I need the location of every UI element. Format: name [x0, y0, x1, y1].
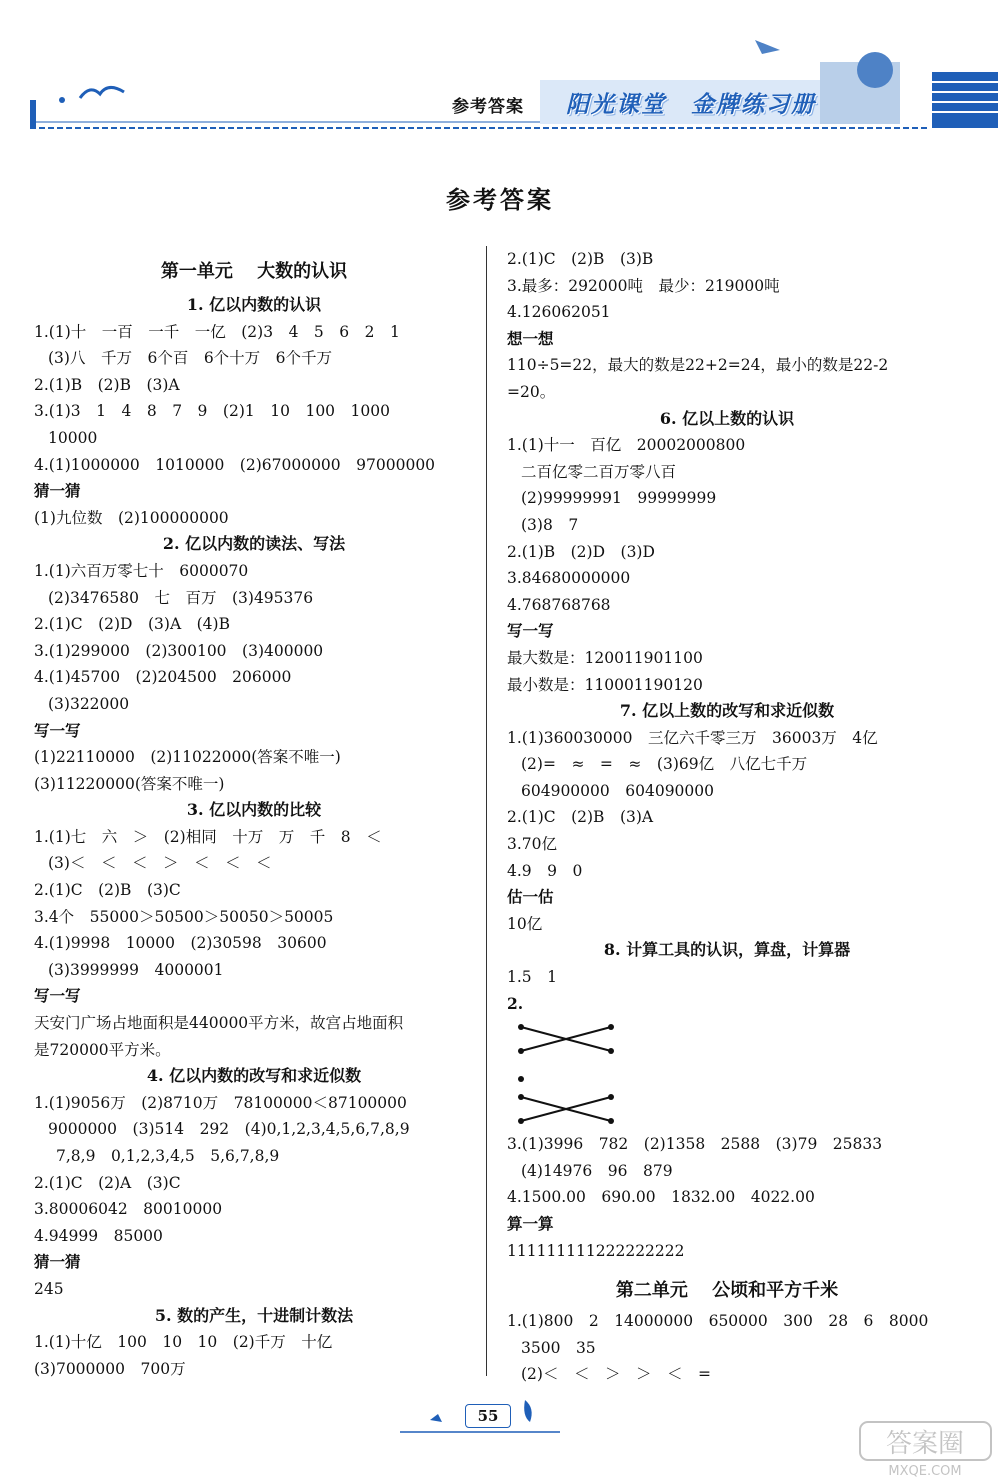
section-heading: 7. 亿以上数的改写和求近似数	[619, 701, 835, 721]
section-heading: 第二单元 公顷和平方千米	[615, 1280, 839, 1302]
answer-line: 10000	[48, 428, 98, 447]
left-column	[34, 246, 474, 1382]
answer-line: 1.(1)七 六 ＞ (2)相同 十万 万 千 8 ＜	[34, 827, 382, 846]
answer-line: 4.1500.00 690.00 1832.00 4022.00	[507, 1188, 815, 1207]
answer-line: 二百亿零二百万零八百	[521, 462, 677, 481]
answer-line: 1.(1)六百万零七十 6000070	[34, 561, 249, 580]
answer-line: 111111111222222222	[507, 1241, 685, 1260]
matching-lines	[507, 1017, 627, 1131]
right-column-top	[507, 246, 947, 1017]
answer-line: 4.94999 85000	[34, 1226, 163, 1245]
header-brand: 阳光课堂 金牌练习册	[566, 91, 816, 118]
answer-line: 1.5 1	[507, 968, 558, 987]
page-number: 55	[465, 1404, 511, 1428]
answer-line: 是720000平方米。	[34, 1040, 171, 1059]
answer-line: 4.(1)9998 10000 (2)30598 30600	[34, 934, 327, 953]
answer-line: 2.(1)B (2)D (3)D	[507, 542, 655, 561]
svg-text:MXQE.COM: MXQE.COM	[888, 1464, 962, 1478]
answer-line: (2)= ≈ = ≈ (3)69亿 八亿七千万	[521, 755, 808, 774]
answer-line: 3.70亿	[507, 835, 558, 854]
answer-line: (2)99999991 99999999	[521, 489, 717, 508]
section-heading: 2. 亿以内数的读法、写法	[162, 534, 346, 554]
answer-line: (2)3476580 七 百万 (3)495376	[48, 588, 314, 607]
section-heading: 8. 计算工具的认识，算盘，计算器	[603, 940, 851, 960]
section-heading: 第一单元 大数的认识	[160, 261, 348, 282]
answer-line: 1.(1)9056万 (2)8710万 78100000＜87100000	[34, 1093, 407, 1112]
section-heading: 4. 亿以内数的改写和求近似数	[146, 1066, 362, 1086]
answer-line: (3)11220000(答案不唯一)	[34, 774, 225, 793]
answer-line: (3)7000000 700万	[34, 1359, 186, 1378]
answer-line: 10亿	[507, 914, 543, 933]
answer-line: 4.126062051	[507, 303, 611, 322]
answer-line: 最大数是：120011901100	[507, 648, 703, 667]
section-heading: 1. 亿以内数的认识	[186, 295, 322, 314]
answer-line: 2.(1)C (2)B (3)B	[507, 250, 654, 268]
subsection-label: 写一写	[34, 986, 81, 1006]
answer-line: 4.(1)45700 (2)204500 206000	[34, 668, 292, 687]
answer-line: 1.(1)十 一百 一千 一亿 (2)3 4 5 6 2 1	[34, 322, 400, 341]
answer-line: 1.(1)360030000 三亿六千零三万 36003万 4亿	[507, 728, 878, 747]
section-heading: 5. 数的产生，十进制计数法	[154, 1305, 354, 1325]
column-divider	[486, 246, 487, 1376]
header-label: 参考答案	[452, 97, 524, 117]
page-header	[0, 0, 1000, 165]
answer-line: 4.(1)1000000 1010000 (2)67000000 97000000	[34, 455, 436, 474]
answer-line: 245	[34, 1279, 64, 1298]
answer-line: (1)22110000 (2)11022000(答案不唯一)	[34, 748, 341, 767]
page-title: 参考答案	[446, 185, 554, 214]
subsection-label: 写一写	[34, 720, 81, 740]
answer-line: 3.(1)3996 782 (2)1358 2588 (3)79 25833	[507, 1135, 883, 1154]
answer-line: 3.(1)3 1 4 8 7 9 (2)1 10 100 1000	[34, 402, 390, 421]
answer-line: 3.80006042 80010000	[34, 1200, 223, 1219]
answer-line: 110÷5=22，最大的数是22+2=24，最小的数是22-2	[507, 356, 889, 375]
answer-line: (4)14976 96 879	[521, 1161, 673, 1180]
header-decoration	[0, 0, 1000, 165]
answer-line: 604900000 604090000	[521, 781, 715, 800]
answer-line: 7,8,9 0,1,2,3,4,5 5,6,7,8,9	[56, 1147, 280, 1165]
answer-line: 3.84680000000	[507, 569, 631, 588]
answer-line: 1.(1)十亿 100 10 10 (2)千万 十亿	[34, 1333, 333, 1352]
answer-line: (3)八 千万 6个百 6个十万 6个千万	[48, 349, 333, 368]
subsection-label: 猜一猜	[34, 1252, 81, 1272]
answer-line: 4.9 9 0	[507, 861, 583, 880]
watermark-logo	[858, 1420, 993, 1478]
answer-line: 最小数是：110001190120	[507, 675, 703, 694]
answer-line: (1)九位数 (2)100000000	[34, 508, 229, 527]
subsection-label: 写一写	[507, 621, 554, 641]
right-column-bottom	[507, 1131, 947, 1388]
answer-line: (3)3999999 4000001	[48, 960, 224, 979]
right-column	[507, 246, 947, 1388]
answer-line: 4.768768768	[507, 595, 611, 614]
svg-text:答案圈: 答案圈	[885, 1429, 965, 1459]
subsection-label: 算一算	[507, 1214, 554, 1233]
answer-line: 9000000 (3)514 292 (4)0,1,2,3,4,5,6,7,8,9	[48, 1120, 410, 1139]
answer-line: (3)＜ ＜ ＜ ＞ ＜ ＜ ＜	[48, 854, 272, 873]
matching-diagram	[507, 1017, 947, 1131]
answer-line: 3.(1)299000 (2)300100 (3)400000	[34, 641, 324, 660]
subsection-label: 估一估	[507, 887, 554, 907]
answer-line: 1.(1)800 2 14000000 650000 300 28 6 8000	[507, 1312, 929, 1331]
answer-line: 2.(1)B (2)B (3)A	[34, 375, 180, 394]
answer-line: =20。	[507, 382, 556, 401]
section-heading: 6. 亿以上数的认识	[659, 408, 795, 428]
answer-line: 3500 35	[521, 1338, 596, 1357]
answer-line: 2.(1)C (2)B (3)A	[507, 808, 654, 827]
answer-line: (3)8 7	[521, 515, 579, 534]
subsection-label: 想一想	[507, 328, 554, 348]
answer-line: (3)322000	[48, 694, 130, 713]
answer-line: 2.(1)C (2)D (3)A (4)B	[34, 615, 230, 634]
answer-line: 3.4个 55000＞50500＞50050＞50005	[34, 907, 334, 926]
answer-line: 3.最多：292000吨 最少：219000吨	[507, 276, 780, 295]
section-heading: 3. 亿以内数的比较	[186, 800, 322, 820]
subsection-label: 2.	[507, 993, 524, 1013]
subsection-label: 猜一猜	[34, 481, 81, 501]
answer-line: 2.(1)C (2)A (3)C	[34, 1173, 181, 1192]
answer-line: (2)＜ ＜ ＞ ＞ ＜ =	[521, 1365, 711, 1384]
answer-line: 天安门广场占地面积是440000平方米，故宫占地面积	[34, 1014, 404, 1033]
answer-line: 1.(1)十一 百亿 20002000800	[507, 436, 746, 455]
answer-line: 2.(1)C (2)B (3)C	[34, 881, 181, 900]
